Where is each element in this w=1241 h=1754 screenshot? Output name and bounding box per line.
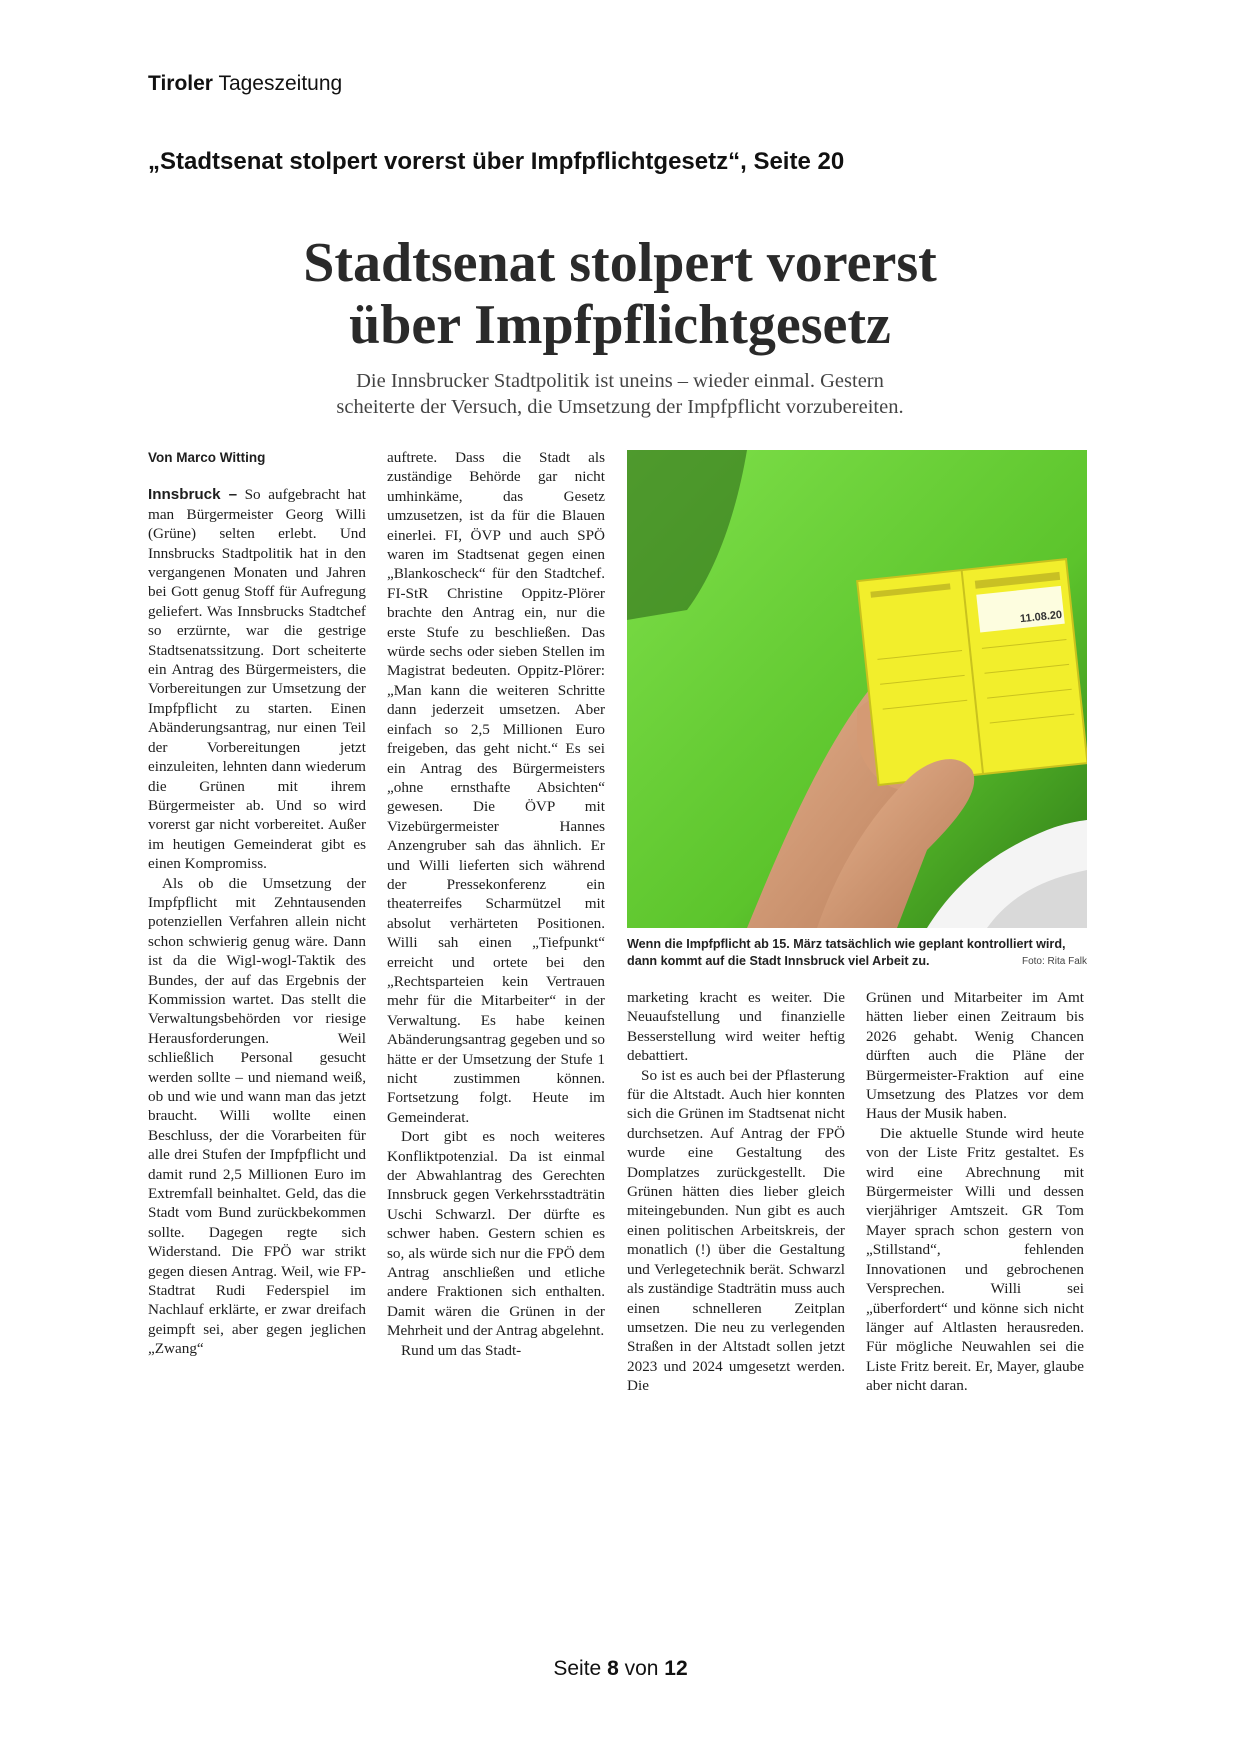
publication-name [148,72,342,96]
page-prefix: Seite [553,1657,602,1680]
page-mid: von [624,1657,659,1680]
subhead-line-1: Die Innsbrucker Stadtpolitik ist uneins – wieder einmal. Gestern [356,370,884,392]
article-reference: „Stadtsenat stolpert vorerst über Impfpflichtgesetz“, Seite 20 [148,148,845,175]
passport-date: 11.08.20 [1019,608,1063,626]
headline-line-2: über Impfpflichtgesetz [349,294,891,356]
article-column-1 [148,448,366,1359]
photo-credit: Foto: Rita Falk [1021,956,1087,967]
column-2-paragraph-3: Rund um das Stadt- [401,1341,522,1359]
column-3-paragraph-1: marketing kracht es weiter. Die Neuaufstellung und finanzielle Besserstellung wird weiter heftig debattiert. [627,989,845,1065]
page-current: 8 [607,1657,619,1680]
vaccination-pass-photo [627,450,1087,928]
page-number [0,1657,1241,1681]
byline: Von Marco Witting [148,450,266,465]
column-4-paragraph-2: Die aktuelle Stunde wird heute von der Liste Fritz gestaltet. Es wird eine Abrechnung mit Bürgermeister Willi und dessen vierjähriger Amtszeit. GR Tom Mayer sprach schon gestern von „Stillstand“, fehlenden Innovationen und gebrochenen Versprechen. Willi sei „überfordert“ und könne sich nicht länger auf Altlasten herausreden. Für mögliche Neuwahlen sei die Liste Fritz bereit. Er, Mayer, glaube aber nicht daran. [866,1124,1084,1395]
publication-name-bold: Tiroler [148,72,213,95]
column-1-paragraph-1 [148,485,366,873]
column-4-paragraph-1: Grünen und Mitarbeiter im Amt hätten lieber einen Zeitraum bis 2026 gehabt. Wenig Chancen dürften auch die Pläne der Bürgermeister-Fraktion auf eine Umsetzung des Platzes vor dem Haus der Musik haben. [866,989,1084,1123]
photo-caption [627,936,1087,970]
publication-name-rest: Tageszeitung [218,72,343,95]
column-1-paragraph-2: Als ob die Umsetzung der Impfpflicht mit Zehntausenden potenziellen Verfahren allein nicht schon schwierig genug wäre. Dann ist da die Wigl-wogl-Taktik des Bundes, der auf das Ergebnis der Kommission wartet. Das stellt die Verwaltungsbehörden vor riesige Herausforderungen. Weil schließlich Personal gesucht werden sollte – und niemand weiß, ob und wie und wann man das jetzt braucht. Willi wollte einen Beschluss, der die Vorarbeiten für alle drei Stufen der Impfpflicht und damit rund 2,5 Millionen Euro im Extremfall beinhaltet. Geld, das die Stadt vom Bund zurückbekommen sollte. Dagegen regte sich Widerstand. Die FPÖ war strikt gegen diesen Antrag. Weil, wie FP-Stadtrat Rudi Federspiel im Nachlauf erklärte, er zwar dreifach geimpft sei, aber gegen jeglichen „Zwang“ [148,874,366,1358]
page-total: 12 [664,1657,688,1680]
column-2-paragraph-1: auftrete. Dass die Stadt als zuständige Behörde gar nicht umhinkäme, das Gesetz umzusetzen, ist da für die Blauen einerlei. FI, ÖVP und auch SPÖ waren im Stadtsenat gegen einen „Blankoscheck“ für den Stadtchef. FI-StR Christine Oppitz-Plörer brachte den Antrag ein, nur die erste Stufe zu beschließen. Das würde sechs oder sieben Stellen im Magistrat bedeuten. Oppitz-Plörer: „Man kann die weiteren Schritte dann jederzeit umsetzen. Aber einfach so 2,5 Millionen Euro freigeben, das geht nicht.“ Es sei ein Antrag des Bürgermeisters „ohne ernsthafte Absichten“ gewesen. Die ÖVP mit Vizebürgermeister Hannes Anzengruber sah das ähnlich. Er und Willi lieferten sich während der Pressekonferenz ein theaterreifes Scharmützel mit absolut verhärteten Positionen. Willi sah einen „Tiefpunkt“ erreicht und ortete bei den „Rechtsparteien kein Vertrauen mehr für die Mitarbeiter“ in der Verwaltung. Es habe keinen Abänderungsantrag gegeben und so hätte er der Umsetzung der Stufe 1 nicht zustimmen können. Fortsetzung folgt. Heute im Gemeinderat. [387,449,605,1126]
article-column-2 [387,448,605,1360]
column-2-paragraph-2: Dort gibt es noch weiteres Konfliktpotenzial. Da ist einmal der Abwahlantrag des Gerechten Innsbruck gegen Verkehrsstadträtin Uschi Schwarzl. Der dürfte es schwer haben. Gestern schien es so, als würde sich nur die FPÖ dem Antrag anschließen und etliche andere Fraktionen sich enthalten. Damit wären die Grünen in der Mehrheit und der Antrag abgelehnt. [387,1128,605,1340]
column-3-paragraph-2: So ist es auch bei der Pflasterung für die Altstadt. Auch hier konnten sich die Grünen im Stadtsenat nicht durchsetzen. Auf Antrag der FPÖ wurde eine Gestaltung des Domplatzes zurückgestellt. Die Grünen hätten dies lieber gleich miteingebunden. Nun gibt es auch einen politischen Arbeitskreis, der monatlich (!) über die Gestaltung und Verlegetechnik berät. Schwarzl als zuständige Stadträtin muss auch einen schnelleren Zeitplan umsetzen. Die neu zu verlegenden Straßen in der Altstadt sollen jetzt 2023 und 2024 umgesetzt werden. Die [627,1066,845,1395]
article-column-4 [866,988,1084,1396]
dateline: Innsbruck – [148,486,238,504]
article-headline [180,232,1060,356]
photo-caption-text: Wenn die Impfpflicht ab 15. März tatsächlich wie geplant kontrolliert wird, dann kommt auf die Stadt Innsbruck viel Arbeit zu. [627,937,1066,968]
article-subhead [180,368,1060,420]
column-1-paragraph-1-text: So aufgebracht hat man Bürgermeister Georg Willi (Grüne) selten erlebt. Und Innsbrucks Stadtpolitik hat in den vergangenen Monaten und Jahren bei Gott genug Stoff für Aufregung geliefert. Was Innsbrucks Stadtchef so erzürnte, war die gestrige Stadtsenatssitzung. Dort scheiterte ein Antrag des Bürgermeisters, die Vorbereitungen zur Umsetzung der Impfpflicht zu starten. Einen Abänderungsantrag, nur einen Teil der Vorbereitungen jetzt einzuleiten, lehnten dann wiederum die Grünen mit ihrem Bürgermeister ab. Und so wird vorerst gar nicht vorbereitet. Außer im heutigen Gemeinderat gibt es einen Kompromiss. [148,486,366,873]
article-photo [627,450,1087,928]
article-column-3 [627,988,845,1396]
headline-line-1: Stadtsenat stolpert vorerst [303,232,937,294]
subhead-line-2: scheiterte der Versuch, die Umsetzung der Impfpflicht vorzubereiten. [336,396,904,418]
